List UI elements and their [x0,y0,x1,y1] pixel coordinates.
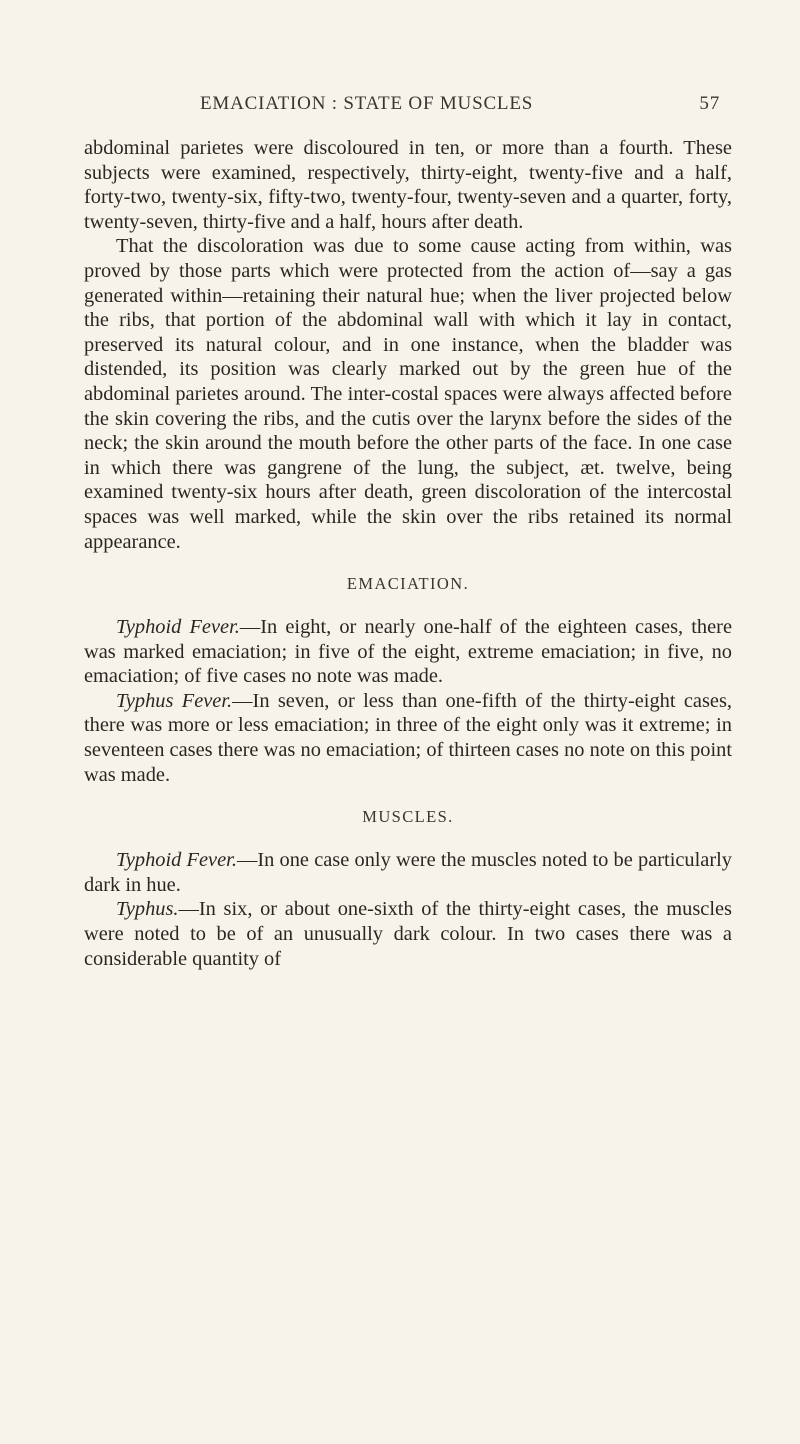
body-text [84,136,732,971]
paragraph-muscles-typhus [84,897,732,971]
text-muscles-typhoid: —In one case only were the muscles noted to be particularly dark in hue. [84,849,732,896]
label-typhus-fever: Typhus Fever. [116,689,233,712]
label-muscles-typhoid-fever: Typhoid Fever. [116,849,237,872]
paragraph-continued: abdominal parietes were discoloured in ten, or more than a fourth. These subjects were examined, respectively, thirty-eight, twenty-five and a half, forty-two, twenty-six, fifty-two, twenty-four, twenty-seven and a quarter, forty, twenty-seven, thirty-five and a half, hours after death. [84,137,732,233]
running-head [125,93,725,123]
paragraph-emaciation-typhus [84,689,732,787]
paragraph-emaciation-typhoid [84,615,732,689]
label-typhoid-fever: Typhoid Fever. [116,616,240,639]
running-title: EMACIATION : STATE OF MUSCLES [200,93,534,114]
section-heading-muscles: MUSCLES. [362,807,454,827]
paragraph-muscles-typhoid [84,848,732,897]
page-number: 57 [699,93,720,114]
section-heading-emaciation: EMACIATION. [346,574,470,594]
paragraph-discoloration: That the discoloration was due to some cause acting from within, was proved by those parts which were protected from the action of—say a gas generated within—retaining their natural hue; when the liver projected below the ribs, that portion of the abdominal wall with which it lay in contact, preserved its natural colour, and in one instance, when the bladder was distended, its position was clearly marked out by the green hue of the abdominal parietes around. The inter-costal spaces were always affected before the skin covering the ribs, and the cutis over the larynx before the sides of the neck; the skin around the mouth before the other parts of the face. In one case in which there was gangrene of the lung, the subject, æt. twelve, being examined twenty-six hours after death, green discoloration of the intercostal spaces was well marked, while the skin over the ribs retained its normal appearance. [84,235,732,553]
text-emaciation-typhoid: —In eight, or nearly one-half of the eighteen cases, there was marked emaciation; in five of the eight, extreme emaciation; in five, no emaciation; of five cases no note was made. [84,616,732,688]
text-muscles-typhus: —In six, or about one-sixth of the thirty-eight cases, the muscles were noted to be of an unusually dark colour. In two cases there was a considerable quantity of [84,898,732,970]
text-emaciation-typhus: —In seven, or less than one-fifth of the thirty-eight cases, there was more or less emaciation; in three of the eight only was it extreme; in seventeen cases there was no emaciation; of thirteen cases no note on this point was made. [84,689,732,786]
label-muscles-typhus: Typhus. [116,898,179,921]
